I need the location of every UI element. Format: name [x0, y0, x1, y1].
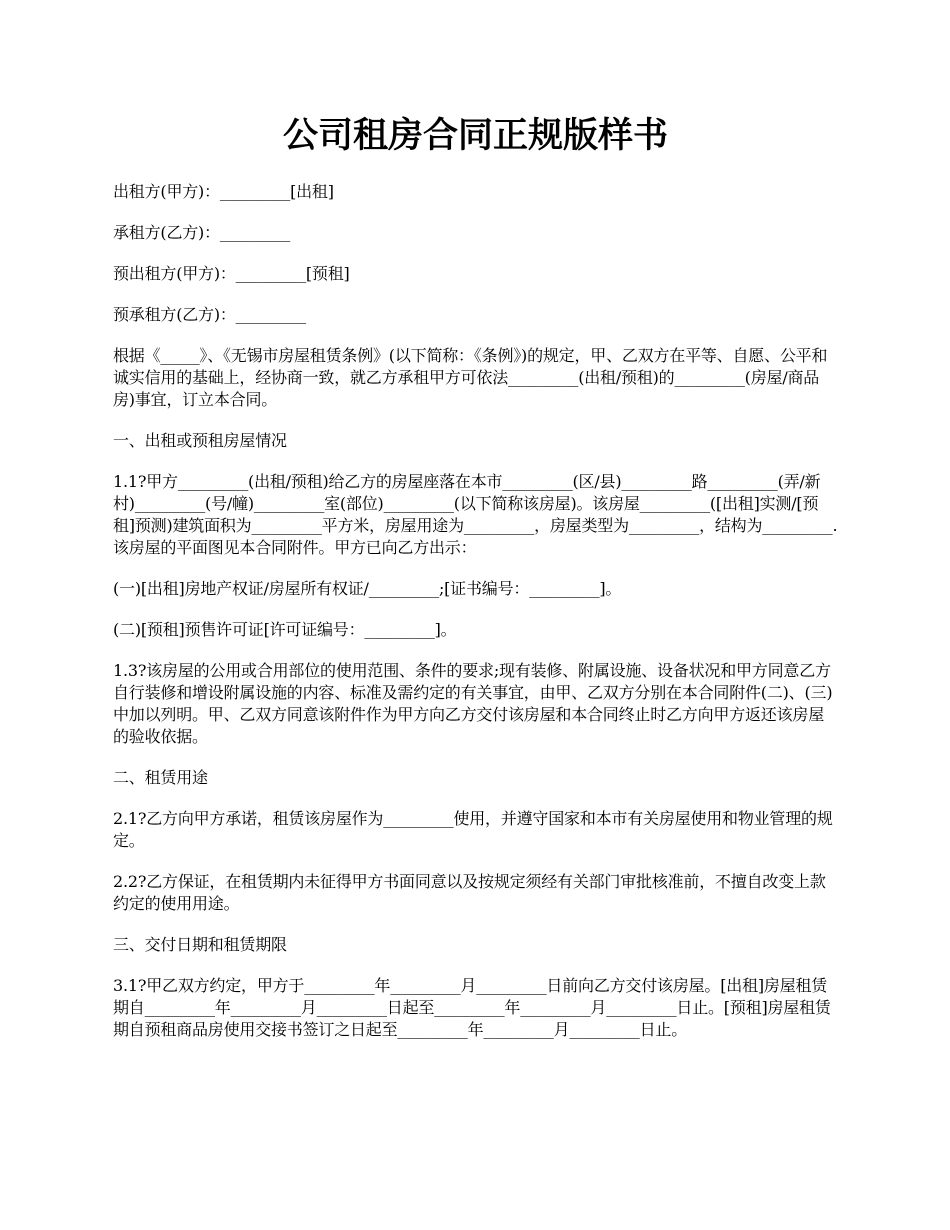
document-title: 公司租房合同正规版样书 — [282, 115, 668, 156]
clause-2-1: 2.1?乙方向甲方承诺，租赁该房屋作为_________使用，并遵守国家和本市有关房屋使用和物业管理的规定。 — [113, 809, 833, 850]
party-pre-lessee: 预承租方(乙方)：_________ — [113, 305, 306, 324]
clause-1-1: 1.1?甲方_________(出租/预租)给乙方的房屋座落在本市_________(区/县)_________路_________(弄/新村)_________(号/幢)_________室(部位)_________(以下简称该房屋)。该房屋_________([出租]实测/[预租]预测)建筑面积为_________平方米，房屋用途为_________，房屋类型为_________，结构为_________.该房屋的平面图见本合同附件。甲方已向乙方出示： — [113, 472, 838, 557]
clause-1-3: 1.3?该房屋的公用或合用部位的使用范围、条件的要求;现有装修、附属设施、设备状况和甲方同意乙方自行装修和增设附属设施的内容、标准及需约定的有关事宜，由甲、乙双方分别在本合同附件(二)、(三)中加以列明。甲、乙双方同意该附件作为甲方向乙方交付该房屋和本合同终止时乙方向甲方返还该房屋的验收依据。 — [113, 661, 833, 746]
clause-1-1-item-2: (二)[预租]预售许可证[许可证编号：_________]。 — [113, 620, 457, 639]
clause-1-1-item-1: (一)[出租]房地产权证/房屋所有权证/_________;[证书编号：_________]。 — [113, 579, 622, 598]
clause-2-2: 2.2?乙方保证，在租赁期内未征得甲方书面同意以及按规定须经有关部门审批核准前，不擅自改变上款约定的使用用途。 — [113, 872, 826, 913]
party-lessor: 出租方(甲方)：_________[出租] — [113, 182, 334, 201]
document-body — [113, 181, 838, 1060]
section-heading-3: 三、交付日期和租赁期限 — [113, 935, 287, 954]
section-heading-1: 一、出租或预租房屋情况 — [113, 431, 287, 450]
preamble-paragraph: 根据《_____》、《无锡市房屋租赁条例》(以下简称：《条例》)的规定，甲、乙双方在平等、自愿、公平和诚实信用的基础上，经协商一致，就乙方承租甲方可依法_________(出租/预租)的_________(房屋/商品房)事宜，订立本合同。 — [113, 346, 828, 409]
party-lessee: 承租方(乙方)：_________ — [113, 223, 291, 242]
section-heading-2: 二、租赁用途 — [113, 768, 208, 787]
party-pre-lessor: 预出租方(甲方)：_________[预租] — [113, 264, 350, 283]
clause-3-1: 3.1?甲乙双方约定，甲方于_________年_________月_________日前向乙方交付该房屋。[出租]房屋租赁期自_________年_________月_________日起至_________年_________月_________日止。[预租]房屋租赁期自预租商品房使用交接书签订之日起至_________年_________月_________日止。 — [113, 976, 831, 1039]
